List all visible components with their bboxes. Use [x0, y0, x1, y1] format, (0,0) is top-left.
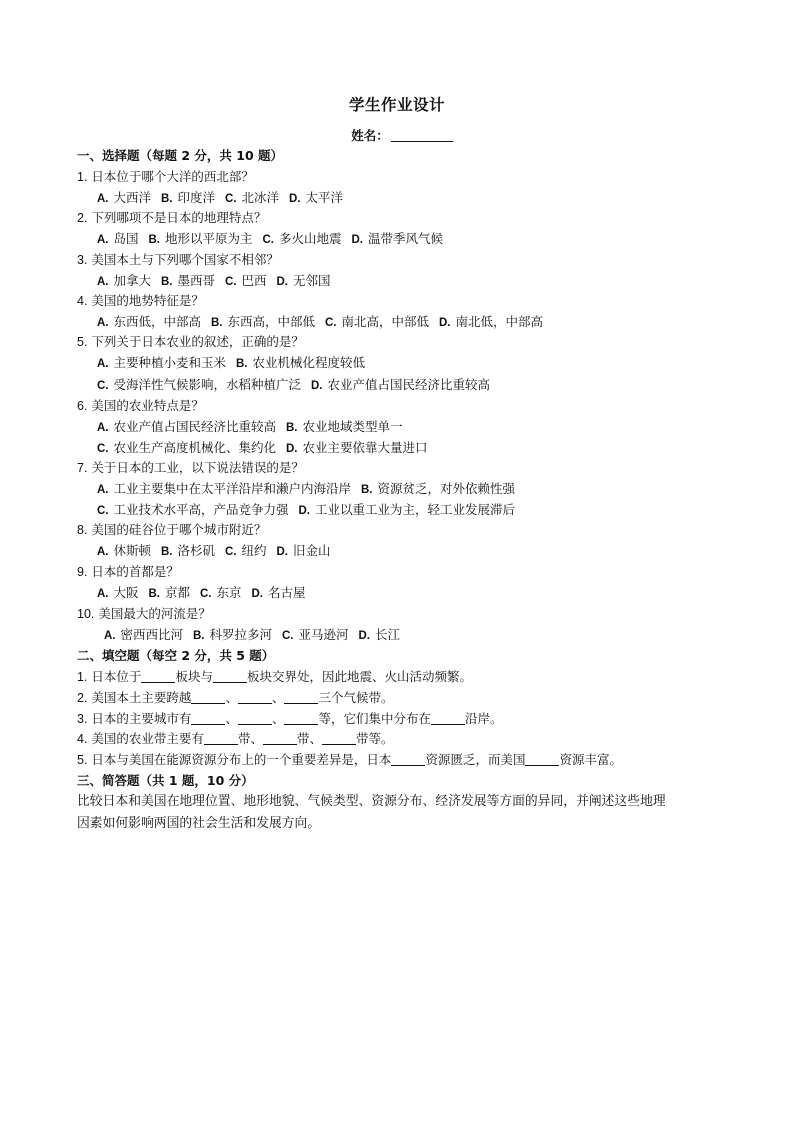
fill-text: 、 [225, 711, 238, 726]
answer-blank[interactable] [191, 712, 225, 725]
option-row [97, 481, 521, 498]
fill-text: 日本与美国在能源资源分布上的一个重要差异是，日本 [91, 752, 392, 767]
option-key: D. [251, 588, 263, 600]
option-text: 巴西 [241, 273, 267, 288]
fill-text: 美国的农业带主要有 [91, 731, 204, 746]
choice-question [77, 564, 179, 580]
option-key: B. [236, 358, 248, 370]
option-key: A. [104, 630, 116, 642]
option-text: 印度洋 [177, 190, 216, 205]
option-key: C. [282, 630, 294, 642]
option-row [97, 543, 337, 560]
option-key: C. [97, 443, 109, 455]
option-text: 南北高，中部低 [341, 314, 430, 329]
page-title: 学生作业设计 [348, 96, 445, 114]
option-key: D. [311, 380, 323, 392]
question-text: 美国本土与下列哪个国家不相邻？ [91, 252, 279, 267]
option-key: D. [289, 193, 301, 205]
option-text: 纽约 [241, 543, 267, 558]
option-text: 太平洋 [305, 190, 344, 205]
option-key: B. [161, 546, 173, 558]
option-text: 农业地域类型单一 [302, 419, 403, 434]
option-key: A. [97, 193, 109, 205]
option-key: A. [97, 422, 109, 434]
fill-text: 板块交界处，因此地震、火山活动频繁。 [246, 669, 472, 684]
option-row [97, 273, 337, 290]
fill-question [77, 731, 393, 747]
option-text: 农业机械化程度较低 [252, 355, 366, 370]
answer-blank[interactable] [141, 670, 175, 683]
name-label: 姓名： [351, 128, 389, 143]
question-number: 5. [77, 753, 88, 767]
option-key: C. [200, 588, 212, 600]
name-field [0, 126, 794, 144]
fill-text: 三个气候带。 [318, 690, 394, 705]
fill-text: 带、 [296, 731, 322, 746]
option-text: 主要种植小麦和玉米 [113, 355, 227, 370]
fill-text: 资源匮乏，而美国 [425, 752, 526, 767]
answer-blank[interactable] [238, 691, 272, 704]
fill-text: 带等。 [355, 731, 394, 746]
fill-text: 日本的主要城市有 [91, 711, 192, 726]
essay-prompt-line: 因素如何影响两国的社会生活和发展方向。 [77, 816, 321, 831]
question-number: 4. [77, 294, 88, 308]
option-text: 大阪 [113, 585, 139, 600]
option-key: D. [358, 630, 370, 642]
option-row [97, 585, 312, 602]
option-text: 休斯顿 [113, 543, 152, 558]
option-text: 农业产值占国民经济比重较高 [327, 377, 491, 392]
question-number: 7. [77, 461, 88, 475]
option-row [97, 440, 434, 457]
choice-question [77, 606, 211, 622]
fill-text: 带、 [237, 731, 263, 746]
option-key: D. [286, 443, 298, 455]
option-key: C. [97, 380, 109, 392]
answer-blank[interactable] [525, 753, 559, 766]
question-number: 6. [77, 399, 88, 413]
option-text: 科罗拉多河 [209, 627, 273, 642]
question-number: 1. [77, 670, 88, 684]
fill-text: 、 [271, 690, 285, 705]
option-key: A. [97, 588, 109, 600]
question-number: 3. [77, 712, 88, 726]
option-key: B. [148, 588, 160, 600]
option-key: A. [97, 358, 109, 370]
answer-blank[interactable] [213, 670, 247, 683]
answer-blank[interactable] [391, 753, 425, 766]
fill-text: 沿岸。 [464, 711, 503, 726]
option-row [104, 627, 406, 644]
option-key: B. [148, 234, 160, 246]
question-text: 关于日本的工业，以下说法错误的是？ [91, 460, 304, 475]
answer-blank[interactable] [263, 732, 297, 745]
option-text: 东西低，中部高 [113, 314, 202, 329]
answer-blank[interactable] [431, 712, 465, 725]
choice-question [77, 460, 304, 476]
question-number: 8. [77, 523, 88, 537]
option-key: A. [97, 317, 109, 329]
option-key: B. [211, 317, 223, 329]
option-text: 东京 [216, 585, 242, 600]
option-text: 京都 [165, 585, 191, 600]
question-number: 2. [77, 691, 88, 705]
answer-blank[interactable] [284, 691, 318, 704]
name-blank[interactable] [391, 129, 453, 142]
question-text: 下列哪项不是日本的地理特点？ [91, 210, 267, 225]
option-key: D. [298, 505, 310, 517]
essay-prompt-line: 比较日本和美国在地理位置、地形地貌、气候类型、资源分布、经济发展等方面的异同，并阐述这些地理 [77, 794, 666, 809]
option-text: 工业技术水平高，产品竞争力强 [113, 502, 289, 517]
choice-question [77, 210, 266, 226]
option-key: C. [225, 276, 237, 288]
question-number: 1. [77, 170, 88, 184]
question-text: 美国最大的河流是？ [98, 606, 211, 621]
section-heading-fill: 二、填空题（每空 2 分，共 5 题） [77, 648, 275, 663]
option-key: B. [161, 276, 173, 288]
fill-text: 美国本土主要跨越 [91, 690, 192, 705]
option-key: C. [97, 505, 109, 517]
fill-text: 板块与 [175, 669, 213, 684]
option-text: 东西高，中部低 [227, 314, 316, 329]
option-key: C. [225, 546, 237, 558]
question-text: 美国的硅谷位于哪个城市附近？ [91, 522, 267, 537]
question-number: 10. [77, 607, 95, 621]
question-text: 下列关于日本农业的叙述，正确的是？ [91, 334, 304, 349]
option-text: 长江 [375, 627, 401, 642]
option-text: 农业主要依靠大量进口 [302, 440, 428, 455]
option-row [97, 190, 349, 207]
option-key: C. [225, 193, 237, 205]
option-text: 资源贫乏，对外依赖性强 [377, 481, 516, 496]
option-text: 农业生产高度机械化、集约化 [113, 440, 277, 455]
question-number: 9. [77, 565, 88, 579]
option-key: B. [193, 630, 205, 642]
fill-text: 日本位于 [91, 669, 142, 684]
option-text: 受海洋性气候影响，水稻种植广泛 [113, 377, 302, 392]
option-key: B. [161, 193, 173, 205]
option-row [97, 314, 549, 331]
option-text: 多火山地震 [279, 231, 342, 246]
question-number: 4. [77, 732, 88, 746]
option-text: 工业主要集中在太平洋沿岸和濑户内海沿岸 [113, 481, 352, 496]
question-number: 3. [77, 253, 88, 267]
option-text: 地形以平原为主 [165, 231, 253, 246]
answer-blank[interactable] [191, 691, 225, 704]
option-key: A. [97, 276, 109, 288]
choice-question [77, 398, 204, 414]
fill-text: 、 [225, 690, 238, 705]
question-text: 日本的首都是？ [91, 564, 179, 579]
option-text: 洛杉矶 [177, 543, 216, 558]
option-text: 农业产值占国民经济比重较高 [113, 419, 277, 434]
option-row [97, 419, 409, 436]
question-text: 日本位于哪个大洋的西北部？ [91, 169, 254, 184]
question-number: 2. [77, 211, 88, 225]
option-text: 大西洋 [113, 190, 152, 205]
fill-question [77, 711, 503, 727]
option-row [97, 502, 521, 519]
option-text: 工业以重工业为主，轻工业发展滞后 [315, 502, 516, 517]
choice-question [77, 252, 279, 268]
answer-blank[interactable] [204, 732, 238, 745]
option-text: 墨西哥 [177, 273, 216, 288]
choice-question [77, 334, 304, 350]
fill-text: 资源丰富。 [559, 752, 622, 767]
fill-question [77, 690, 393, 706]
option-key: D. [351, 234, 363, 246]
option-text: 南北低，中部高 [455, 314, 544, 329]
option-key: B. [361, 484, 373, 496]
section-heading-choice: 一、选择题（每题 2 分，共 10 题） [77, 148, 284, 163]
option-key: B. [286, 422, 298, 434]
fill-question [77, 669, 472, 685]
option-key: A. [97, 234, 109, 246]
option-key: A. [97, 546, 109, 558]
question-number: 5. [77, 335, 88, 349]
answer-blank[interactable] [322, 732, 356, 745]
option-key: D. [276, 276, 288, 288]
choice-question [77, 293, 204, 309]
option-row [97, 355, 371, 372]
section-heading-essay: 三、简答题（共 1 题，10 分） [77, 773, 254, 788]
choice-question [77, 522, 266, 538]
question-text: 美国的农业特点是？ [91, 398, 204, 413]
option-key: C. [325, 317, 337, 329]
option-key: D. [439, 317, 451, 329]
option-text: 无邻国 [293, 273, 331, 288]
option-text: 温带季风气候 [368, 231, 444, 246]
option-text: 旧金山 [293, 543, 331, 558]
question-text: 美国的地势特征是？ [91, 293, 204, 308]
option-key: C. [262, 234, 274, 246]
option-text: 加拿大 [113, 273, 152, 288]
answer-blank[interactable] [238, 712, 272, 725]
option-text: 密西西比河 [120, 627, 184, 642]
option-key: A. [97, 484, 109, 496]
option-key: D. [276, 546, 288, 558]
option-text: 名古屋 [268, 585, 306, 600]
option-text: 亚马逊河 [298, 627, 349, 642]
fill-question [77, 752, 622, 768]
option-text: 北冰洋 [241, 190, 280, 205]
option-row [97, 377, 496, 394]
fill-text: 等，它们集中分布在 [318, 711, 431, 726]
option-row [97, 231, 449, 248]
choice-question [77, 169, 254, 185]
fill-text: 、 [271, 711, 285, 726]
answer-blank[interactable] [284, 712, 318, 725]
option-text: 岛国 [113, 231, 139, 246]
